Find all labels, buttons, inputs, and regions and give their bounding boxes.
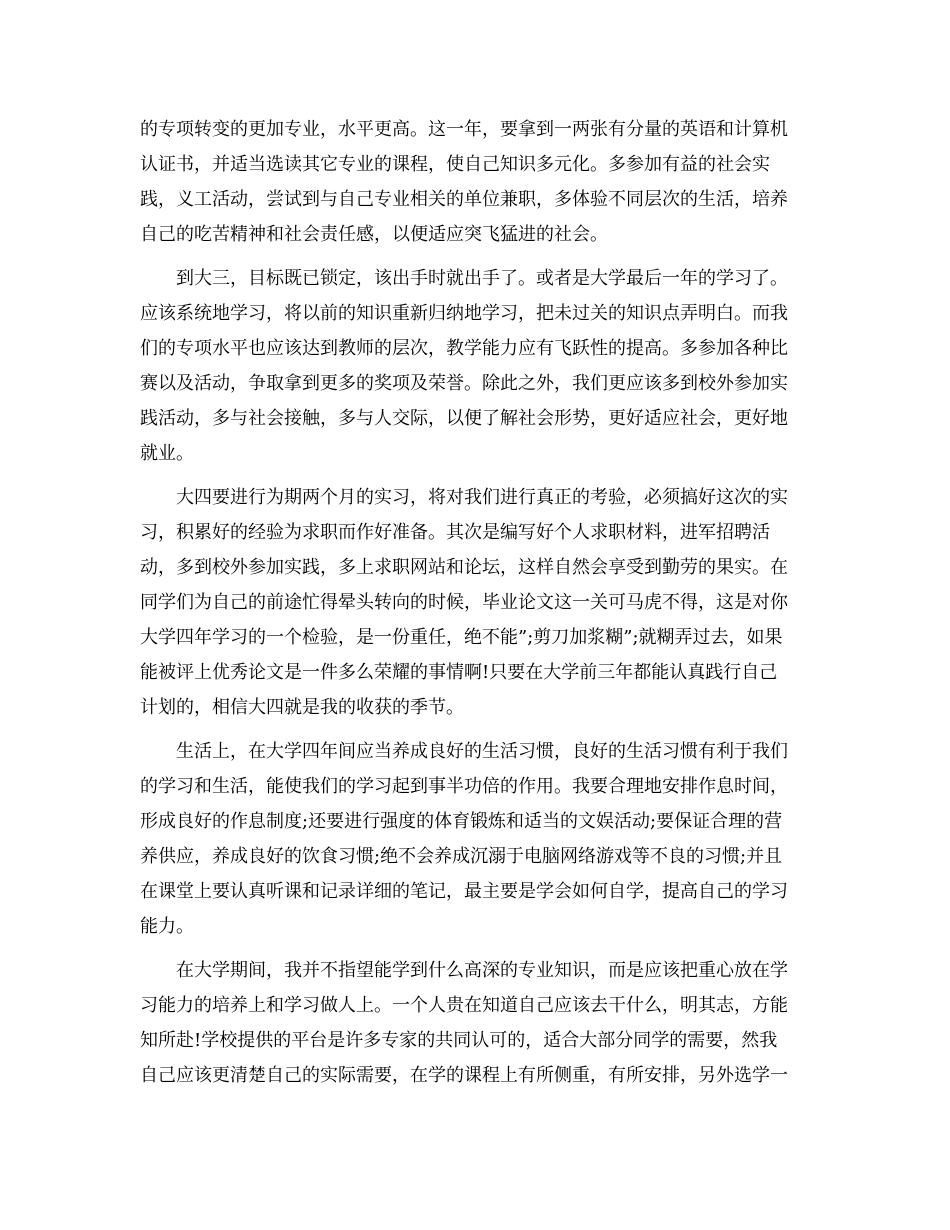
text-line: 践活动，多与社会接触，多与人交际，以便了解社会形势，更好适应社会，更好地 bbox=[140, 408, 788, 429]
text-line: 能被评上优秀论文是一件多么荣耀的事情啊!只要在大学前三年都能认真践行自己 bbox=[140, 662, 778, 683]
paragraph-year-four bbox=[140, 480, 816, 725]
text-line: 应该系统地学习，将以前的知识重新归纳地学习，把未过关的知识点弄明白。而我 bbox=[140, 303, 788, 324]
text-line: 知所赴!学校提供的平台是许多专家的共同认可的，适合大部分同学的需要，然我 bbox=[140, 1030, 778, 1051]
text-line: 形成良好的作息制度;还要进行强度的体育锻炼和适当的文娱活动;要保证合理的营 bbox=[140, 811, 783, 832]
text-line: 在课堂上要认真听课和记录详细的笔记，最主要是学会如何自学，提高自己的学习 bbox=[140, 881, 788, 902]
paragraph-year-three bbox=[140, 261, 816, 471]
text-line: 大学四年学习的一个检验，是一份重任，绝不能”;剪刀加浆糊”;就糊弄过去，如果 bbox=[140, 627, 783, 648]
text-line: 大四要进行为期两个月的实习，将对我们进行真正的考验，必须搞好这次的实 bbox=[176, 487, 788, 508]
text-line: 能力。 bbox=[140, 916, 194, 937]
text-line: 生活上，在大学四年间应当养成良好的生活习惯，良好的生活习惯有利于我们 bbox=[176, 741, 788, 762]
text-line: 赛以及活动，争取拿到更多的奖项及荣誉。除此之外，我们更应该多到校外参加实 bbox=[140, 373, 788, 394]
text-line: 同学们为自己的前途忙得晕头转向的时候，毕业论文这一关可马虎不得，这是对你 bbox=[140, 592, 788, 613]
text-line: 在大学期间，我并不指望能学到什么高深的专业知识，而是应该把重心放在学 bbox=[176, 960, 788, 981]
text-line: 习，积累好的经验为求职而作好准备。其次是编写好个人求职材料，进军招聘活 bbox=[140, 522, 770, 543]
document-body bbox=[140, 112, 816, 1093]
paragraph-continuation bbox=[140, 112, 816, 252]
text-line: 动，多到校外参加实践，多上求职网站和论坛，这样自然会享受到勤劳的果实。在 bbox=[140, 557, 788, 578]
text-line: 习能力的培养上和学习做人上。一个人贵在知道自己应该去干什么，明其志，方能 bbox=[140, 995, 788, 1016]
text-line: 认证书，并适当选读其它专业的课程，使自己知识多元化。多参加有益的社会实 bbox=[140, 154, 770, 175]
text-line: 就业。 bbox=[140, 443, 194, 464]
text-line: 计划的，相信大四就是我的收获的季节。 bbox=[140, 697, 464, 718]
text-line: 养供应，养成良好的饮食习惯;绝不会养成沉溺于电脑网络游戏等不良的习惯;并且 bbox=[140, 846, 783, 867]
text-line: 的学习和生活，能使我们的学习起到事半功倍的作用。我要合理地安排作息时间， bbox=[140, 776, 788, 797]
text-line: 践，义工活动，尝试到与自己专业相关的单位兼职，多体验不同层次的生活，培养 bbox=[140, 189, 788, 210]
text-line: 自己的吃苦精神和社会责任感，以便适应突飞猛进的社会。 bbox=[140, 224, 608, 245]
paragraph-daily-life bbox=[140, 734, 816, 944]
text-line: 自己应该更清楚自己的实际需要，在学的课程上有所侧重，有所安排，另外选学一 bbox=[140, 1065, 788, 1086]
text-line: 到大三，目标既已锁定，该出手时就出手了。或者是大学最后一年的学习了。 bbox=[176, 268, 788, 289]
paragraph-learning-focus bbox=[140, 953, 816, 1093]
text-line: 的专项转变的更加专业，水平更高。这一年，要拿到一两张有分量的英语和计算机 bbox=[140, 119, 788, 140]
text-line: 们的专项水平也应该达到教师的层次，教学能力应有飞跃性的提高。多参加各种比 bbox=[140, 338, 788, 359]
